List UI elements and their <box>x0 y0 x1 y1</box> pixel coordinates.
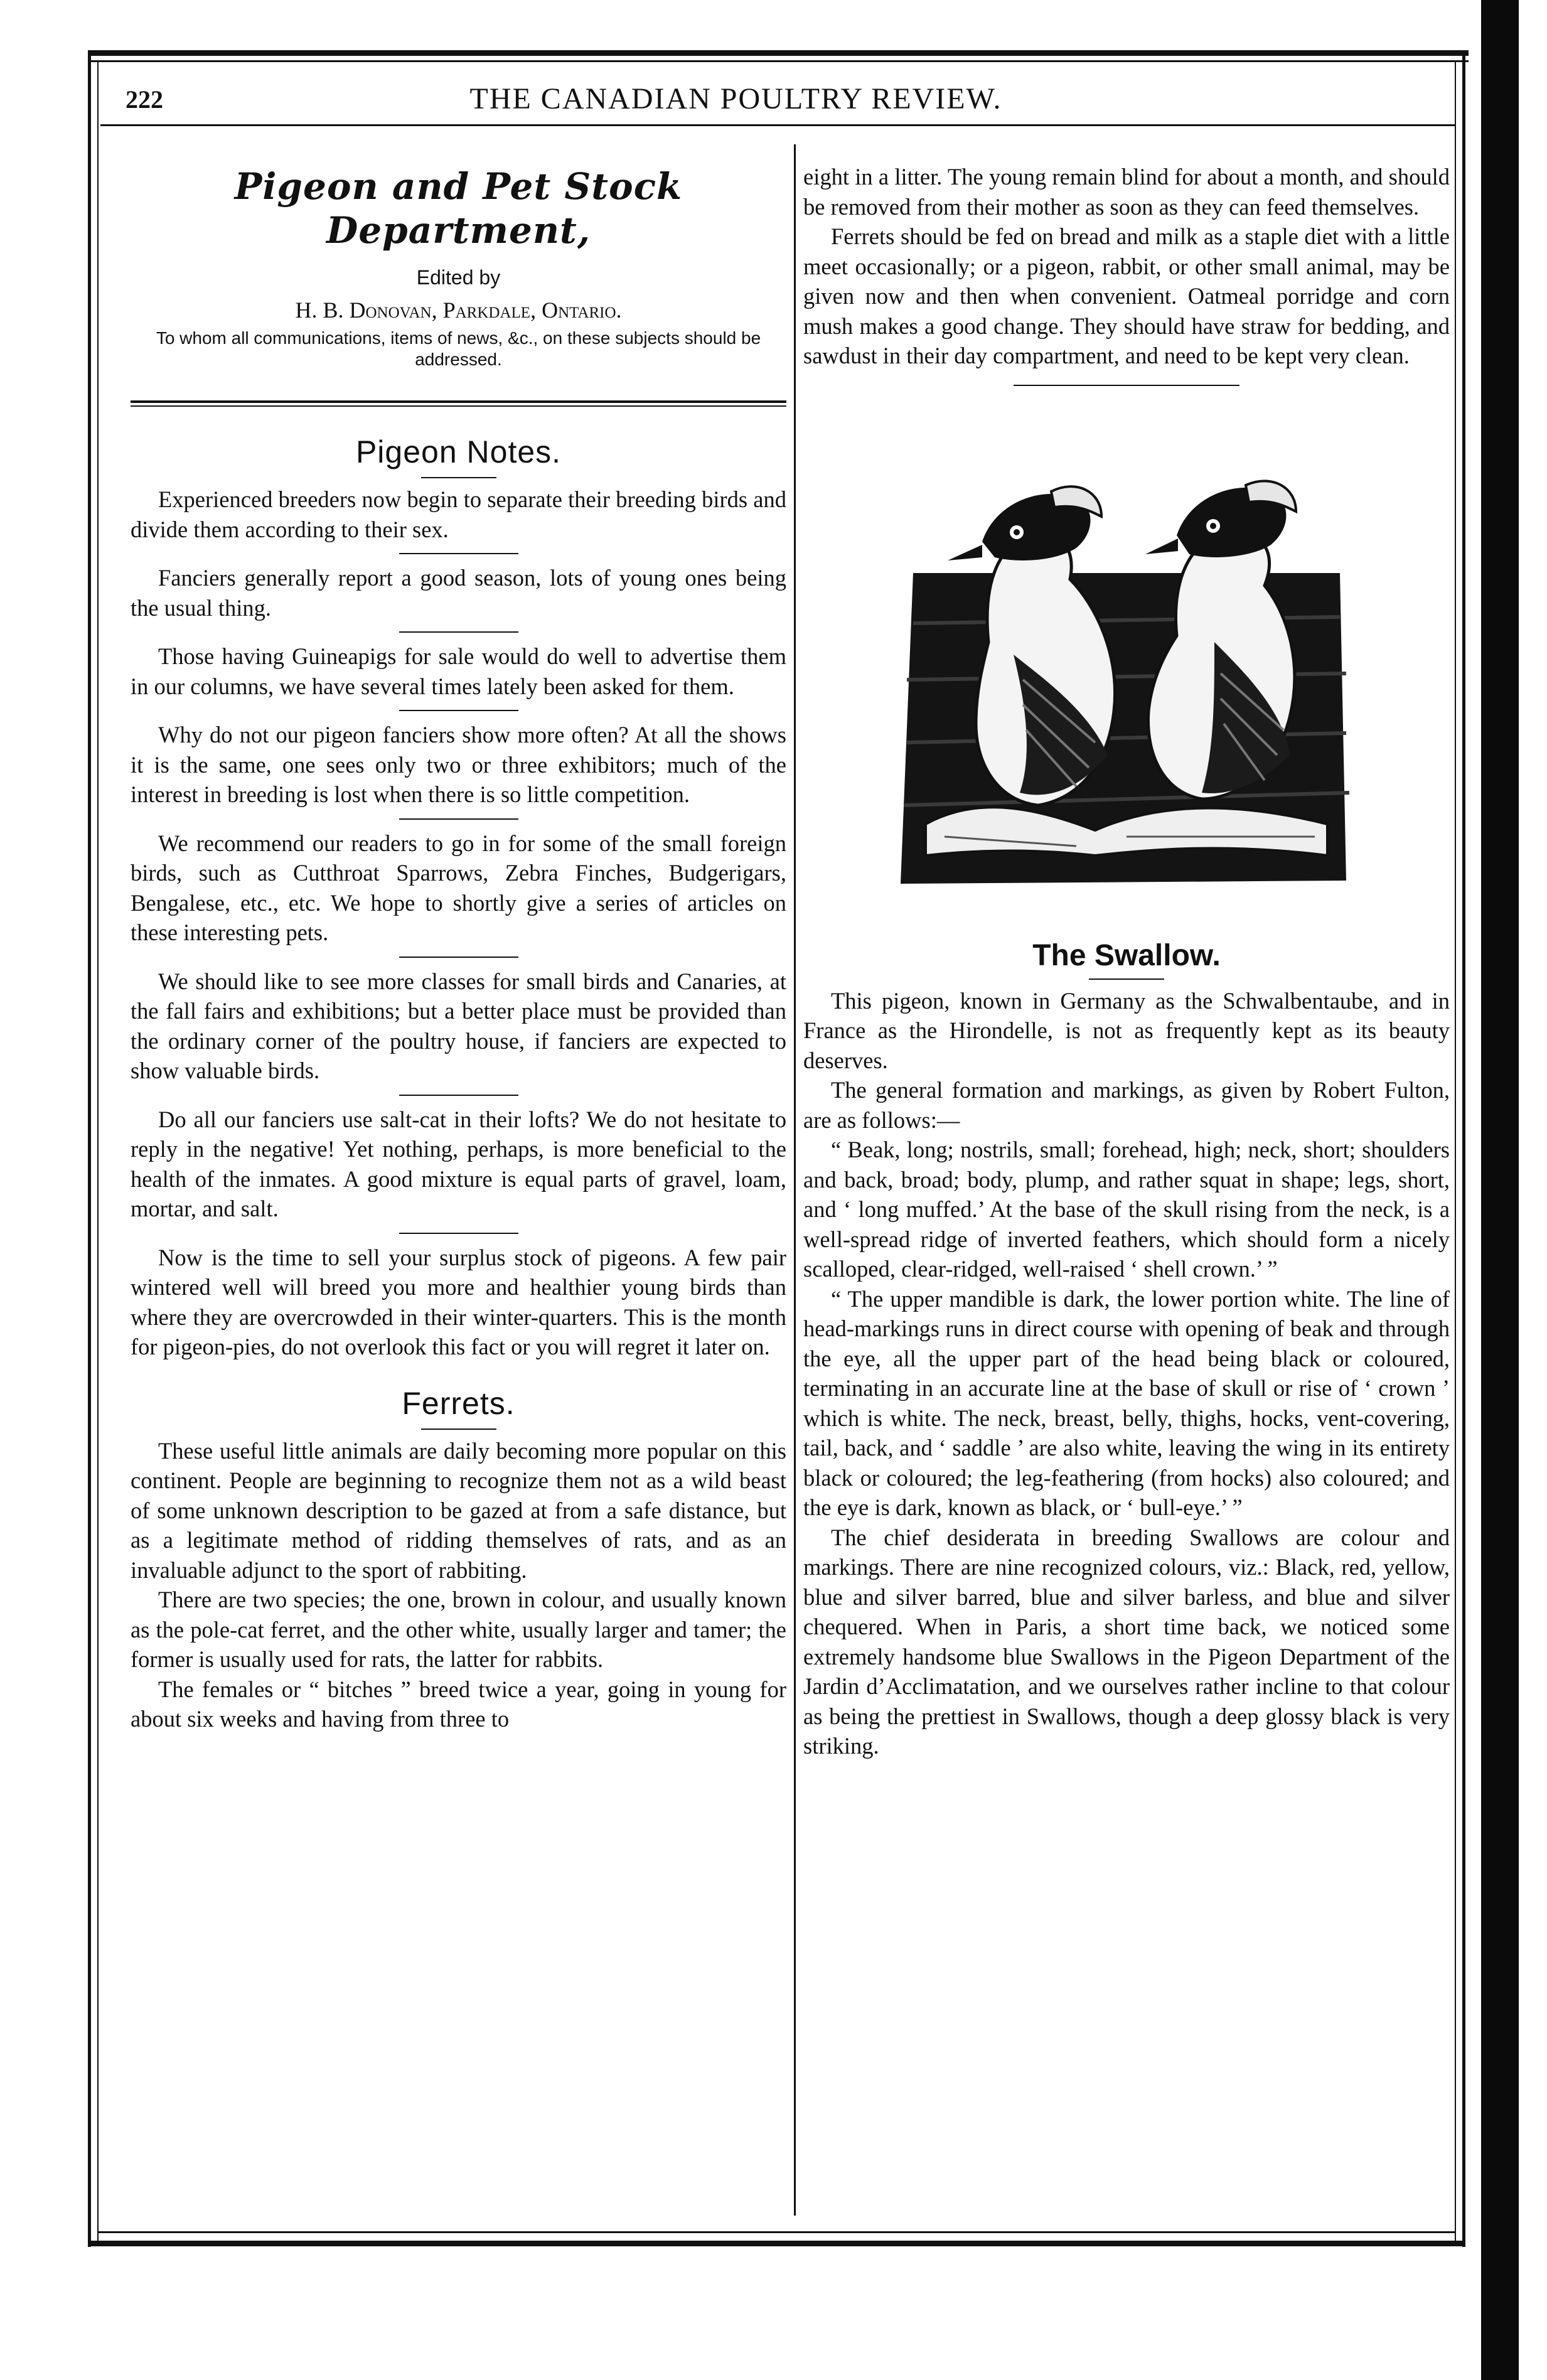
note-paragraph: Experienced breeders now begin to separate their breeding birds and divide them according to their sex. <box>131 486 786 542</box>
address-note: To whom all communications, items of news, &c., on these subjects should be addressed. <box>156 328 761 369</box>
page-border-left-inner <box>97 60 99 2244</box>
pigeon-notes-heading: Pigeon Notes. <box>355 434 562 469</box>
edited-by: Edited by <box>416 266 501 289</box>
note-paragraph: Fanciers generally report a good season, lots of young ones being the usual thing. <box>131 565 786 621</box>
swallow-heading: The Swallow. <box>1032 938 1221 972</box>
ferrets-continued-paragraph: eight in a litter. The young remain blind for about a month, and should be removed from their mother as soon as they can feed themselves. <box>803 164 1450 220</box>
swallow-paragraph: “ Beak, long; nostrils, small; forehead, high; neck, short; shoulders and back, broad; body, plump, and rather squat in shape; legs, short, and ‘ long muffed.’ At the base of the skull rising from the neck, is a well-spread ridge of inverted feathers, which should form a nicely scalloped, clear-ridged, well-raised ‘ shell crown.’ ” <box>803 1137 1450 1282</box>
swallow-paragraph: The general formation and markings, as given by Robert Fulton, are as follows:— <box>803 1077 1450 1133</box>
page-border-bottom <box>88 2241 1465 2246</box>
heading-rule <box>1089 978 1164 980</box>
page-border-top-inner <box>88 60 1469 62</box>
page-border-top <box>88 50 1469 56</box>
note-separator <box>399 818 518 820</box>
ferrets-paragraph: The females or “ bitches ” breed twice a year, going in young for about six weeks and having from three to <box>131 1676 786 1732</box>
ferrets-paragraph: There are two species; the one, brown in colour, and usually known as the pole-cat ferret, and the other white, usually larger and tamer; the former is usually used for rats, the latter for rabbits. <box>131 1587 786 1672</box>
ferrets-heading: Ferrets. <box>402 1385 515 1421</box>
swallow-paragraph: This pigeon, known in Germany as the Schwalbentaube, and in France as the Hirondelle, is not as frequently kept as its beauty deserves. <box>803 987 1450 1073</box>
header-rule <box>100 124 1456 126</box>
page-border-right-inner <box>1455 60 1456 2244</box>
swallow-paragraph: The chief desiderata in breeding Swallows are colour and markings. There are nine recognized colours, viz.: Black, red, yellow, blue and silver barred, blue and silver barless, and blue and silver chequered. When in Paris, a short time back, we noticed some extremely handsome blue Swallows in the Pigeon Department of the Jardin d’Acclimatation, and we ourselves rather incline to that colour as being the prettiest in Swallows, though a deep glossy black is very striking. <box>803 1524 1450 1759</box>
left-column <box>131 157 786 1734</box>
note-separator <box>399 631 518 633</box>
note-separator <box>399 1233 518 1234</box>
right-column <box>803 162 1450 1761</box>
page-number: 222 <box>126 85 163 114</box>
running-title-text: THE CANADIAN POULTRY REVIEW. <box>469 82 1002 115</box>
note-separator <box>399 957 518 958</box>
note-paragraph: We recommend our readers to go in for some of the small foreign birds, such as Cutthroat Sparrows, Zebra Finches, Budgerigars, Bengalese, etc., etc. We hope to shortly give a series of articles on these interesting pets. <box>131 830 786 945</box>
note-paragraph: Those having Guineapigs for sale would do well to advertise them in our columns, we have several times lately been asked for them. <box>131 643 786 699</box>
note-separator <box>399 1095 518 1096</box>
ferrets-continued-paragraph: Ferrets should be fed on bread and milk as a staple diet with a little meet occasionally; or a pigeon, rabbit, or other small animal, may be given now and then when convenient. Oatmeal porridge and corn mush makes a good change. They should have straw for bedding, and sawdust in their day compartment, and need to be kept very clean. <box>803 223 1450 368</box>
note-paragraph: Do all our fanciers use salt-cat in their lofts? We do not hesitate to reply in the negative! Yet nothing, perhaps, is more beneficial to the health of the inmates. A good mixture is equal parts of gravel, loam, mortar, and salt. <box>131 1106 786 1221</box>
heading-rule <box>421 477 496 478</box>
note-paragraph: Now is the time to sell your surplus stock of pigeons. A few pair wintered well will breed you more and healthier young birds than where they are overcrowded in their winter-quarters. This is the month for pigeon-pies, do not overlook this fact or you will regret it later on. <box>131 1244 786 1359</box>
heading-rule <box>421 1429 496 1430</box>
swallow-pigeons-engraving <box>888 416 1365 912</box>
department-title: Pigeon and Pet Stock Department, <box>234 165 683 252</box>
ferrets-paragraph: These useful little animals are daily becoming more popular on this continent. People are beginning to recognize them not as a wild beast of some unknown description to be gazed at from a safe distance, but as a legitimate method of ridding themselves of rats, and as an invaluable adjunct to the sport of rabbiting. <box>131 1437 786 1583</box>
running-title <box>0 82 1547 116</box>
page-border-left <box>88 50 91 2247</box>
note-separator <box>399 553 518 554</box>
page-border-right <box>1462 50 1465 2247</box>
binding-edge <box>1481 0 1519 2380</box>
swallow-paragraph: “ The upper mandible is dark, the lower portion white. The line of head-markings runs in direct course with opening of beak and through the eye, all the upper part of the head being black or coloured, terminating in an accurate line at the base of skull or rise of ‘ crown ’ which is white. The neck, breast, belly, thighs, hocks, vent-covering, tail, back, and ‘ saddle ’ are also white, leaving the wing in its entirety black or coloured; the leg-feathering (from hocks) also coloured; and the eye is dark, known as black, or ‘ bull-eye.’ ” <box>803 1285 1450 1520</box>
section-rule <box>1014 385 1239 386</box>
note-paragraph: Why do not our pigeon fanciers show more often? At all the shows it is the same, one sees only two or three exhibitors; much of the interest in breeding is lost when there is so little competition. <box>131 722 786 807</box>
editor-name: H. B. Donovan, Parkdale, Ontario. <box>295 298 622 323</box>
note-separator <box>399 710 518 711</box>
page-border-bottom-inner <box>97 2231 1456 2233</box>
note-paragraph: We should like to see more classes for small birds and Canaries, at the fall fairs and exhibitions; but a better place must be provided than the ordinary corner of the poultry house, if fanciers are expected to show valuable birds. <box>131 968 786 1083</box>
column-divider <box>794 144 796 2216</box>
section-double-rule <box>131 400 786 407</box>
